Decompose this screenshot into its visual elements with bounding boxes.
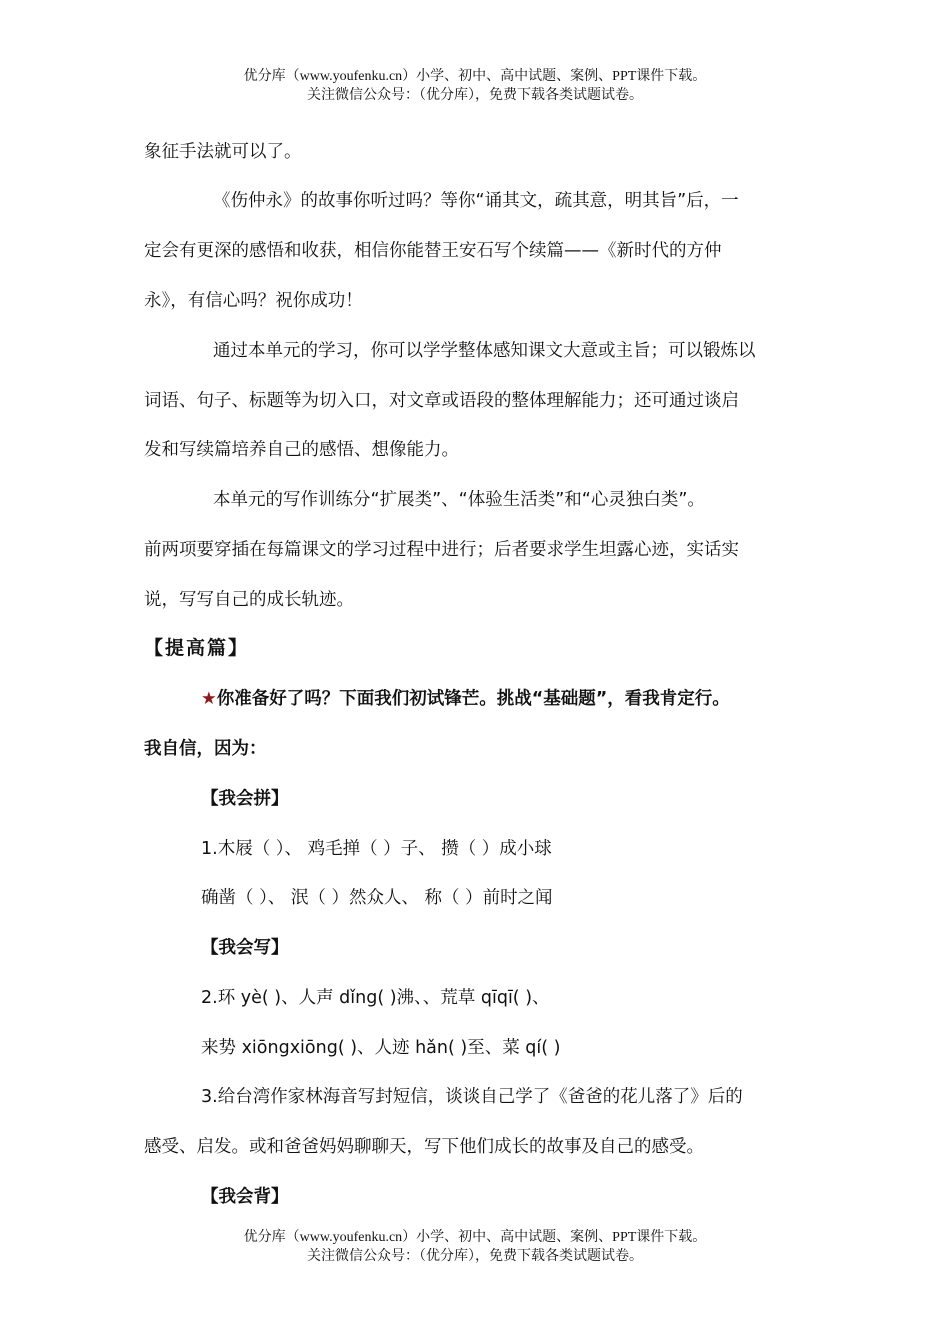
question-1-line-1: 1.木屐（ ）、 鸡毛掸（ ）子、 攒（ ）成小球 — [201, 839, 552, 859]
page-header — [0, 67, 950, 105]
header-line-2: 关注微信公众号：（优分库），免费下载各类试题试卷。 — [307, 88, 643, 103]
intro-line-2: 我自信，因为： — [144, 739, 267, 759]
question-2-line-2: 来势 xiōngxiōng( )、人迹 hǎn( )至、菜 qí( ) — [201, 1038, 561, 1058]
paragraph-4-line-1: 本单元的写作训练分“扩展类”、“体验生活类”和“心灵独白类”。 — [213, 490, 705, 510]
question-1-line-2: 确凿（ ）、 泯（ ）然众人、 称（ ）前时之闻 — [201, 888, 553, 908]
pinyin-section-title: 【我会拼】 — [201, 789, 289, 809]
question-2-line-1: 2.环 yè( )、人声 dǐng( )沸、、荒草 qīqī( )、 — [201, 988, 550, 1008]
footer-line-1: 优分库（www.youfenku.cn）小学、初中、高中试题、案例、PPT课件下载。 — [243, 1230, 707, 1245]
footer-line-2: 关注微信公众号：（优分库），免费下载各类试题试卷。 — [307, 1249, 643, 1264]
intro-line-1 — [201, 687, 730, 711]
writing-section-title: 【我会写】 — [201, 938, 289, 958]
recite-section-title: 【我会背】 — [201, 1187, 289, 1207]
paragraph-2-line-1: 《伤仲永》的故事你听过吗？等你“诵其文，疏其意，明其旨”后，一 — [213, 191, 739, 211]
paragraph-3-line-3: 发和写续篇培养自己的感悟、想像能力。 — [144, 440, 459, 460]
paragraph-4-line-3: 说，写写自己的成长轨迹。 — [144, 590, 354, 610]
paragraph-1-line-1: 象征手法就可以了。 — [144, 142, 302, 162]
header-line-1: 优分库（www.youfenku.cn）小学、初中、高中试题、案例、PPT课件下载。 — [243, 69, 707, 84]
paragraph-3-line-2: 词语、句子、标题等为切入口，对文章或语段的整体理解能力；还可通过谈启 — [144, 391, 739, 411]
question-3-line-1: 3.给台湾作家林海音写封短信，谈谈自己学了《爸爸的花儿落了》后的 — [201, 1087, 743, 1107]
question-3-line-2: 感受、启发。或和爸爸妈妈聊聊天，写下他们成长的故事及自己的感受。 — [144, 1137, 704, 1157]
paragraph-3-line-1: 通过本单元的学习，你可以学学整体感知课文大意或主旨；可以锻炼以 — [213, 341, 756, 361]
intro-line-1-text: 你准备好了吗？下面我们初试锋芒。挑战“基础题”，看我肯定行。 — [216, 689, 730, 709]
star-icon: ★ — [201, 689, 217, 709]
page-footer — [0, 1228, 950, 1266]
paragraph-2-line-2: 定会有更深的感悟和收获，相信你能替王安石写个续篇——《新时代的方仲 — [144, 241, 722, 261]
section-title: 【提高篇】 — [144, 637, 250, 659]
paragraph-2-line-3: 永》，有信心吗？祝你成功！ — [144, 291, 363, 311]
paragraph-4-line-2: 前两项要穿插在每篇课文的学习过程中进行；后者要求学生坦露心迹，实话实 — [144, 540, 739, 560]
